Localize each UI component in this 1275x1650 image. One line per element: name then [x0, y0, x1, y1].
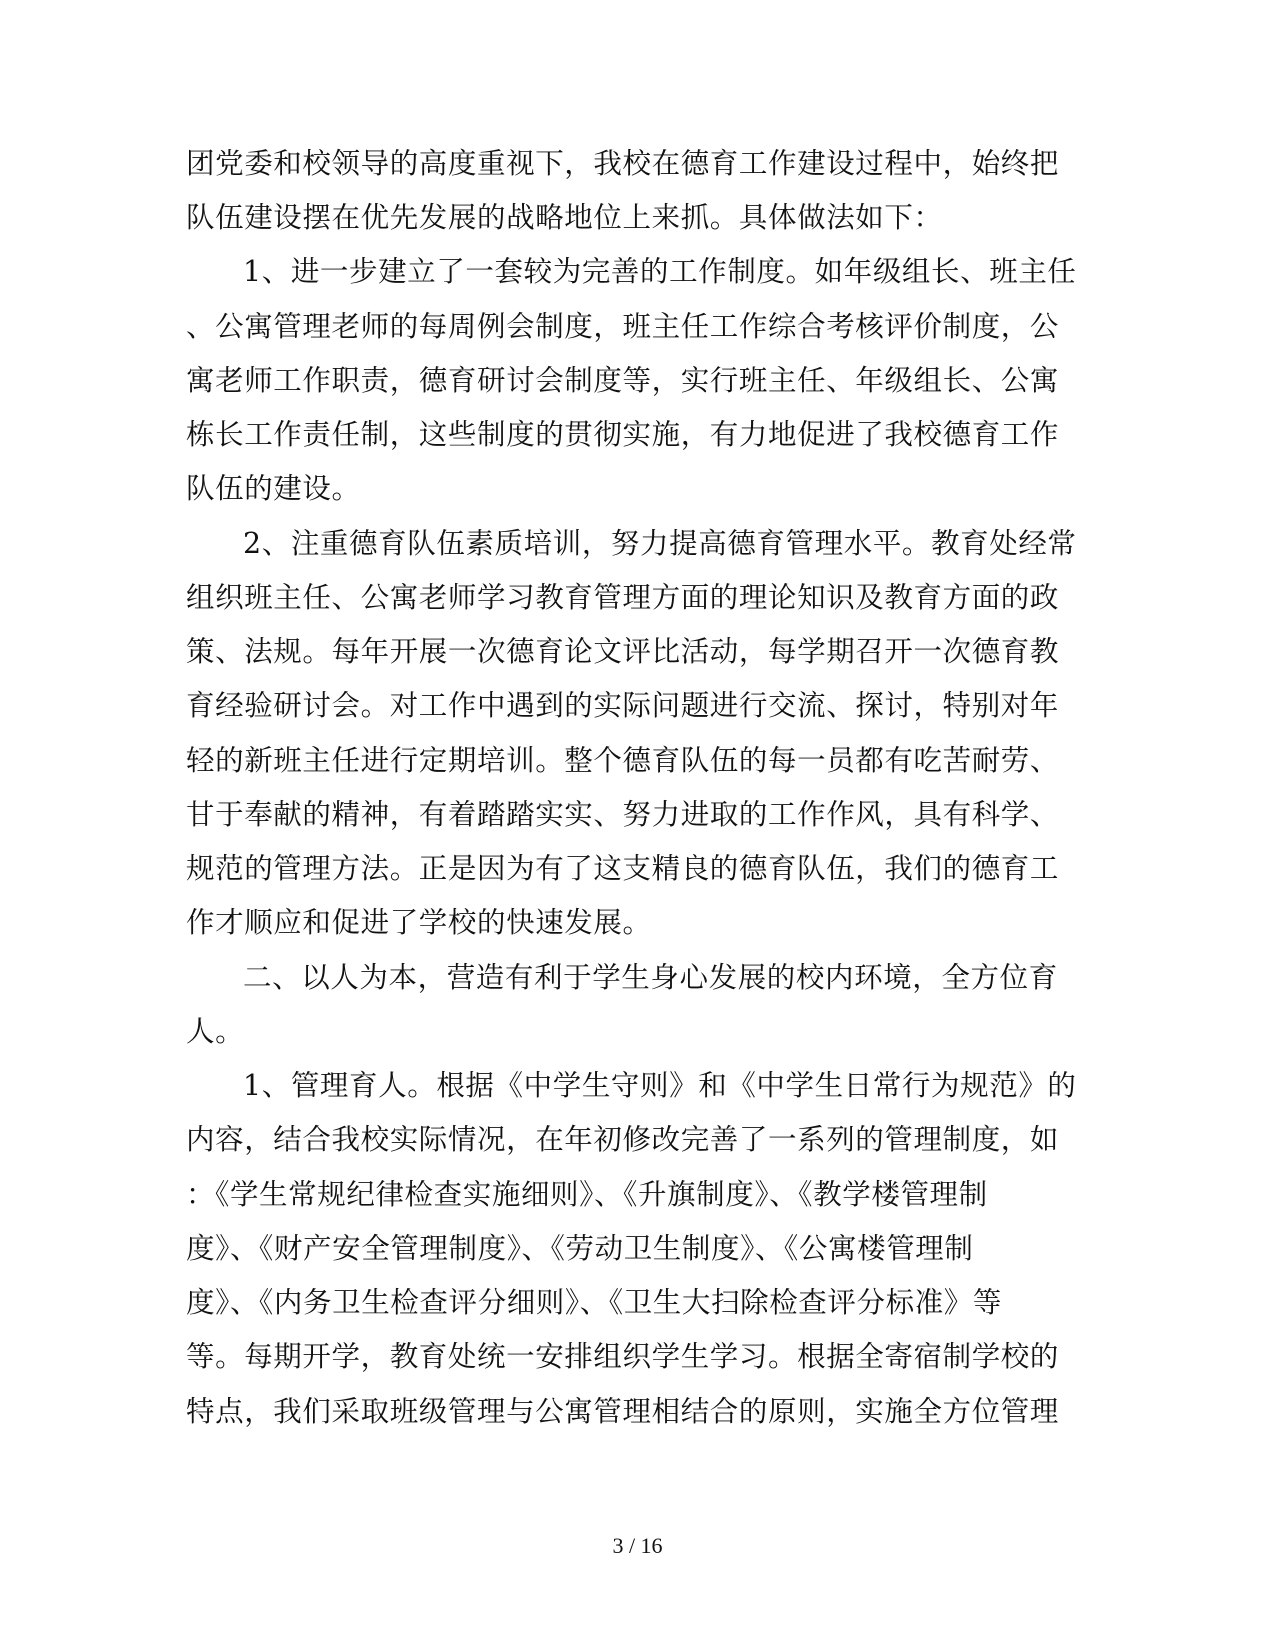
text-line: 等。每期开学，教育处统一安排组织学生学习。根据全寄宿制学校的 — [186, 1340, 1060, 1373]
text-line: 1、进一步建立了一套较为完善的工作制度。如年级组长、班主任 — [243, 255, 1077, 288]
text-line: 团党委和校领导的高度重视下，我校在德育工作建设过程中，始终把 — [186, 147, 1060, 180]
text-line: 育经验研讨会。对工作中遇到的实际问题进行交流、探讨，特别对年 — [186, 689, 1060, 722]
text-line: 度》、《内务卫生检查评分细则》、《卫生大扫除检查评分标准》等 — [186, 1286, 1003, 1319]
text-line: 2、注重德育队伍素质培训，努力提高德育管理水平。教育处经常 — [243, 527, 1077, 560]
text-line: 规范的管理方法。正是因为有了这支精良的德育队伍，我们的德育工 — [186, 852, 1060, 885]
text-line: 寓老师工作职责，德育研讨会制度等，实行班主任、年级组长、公寓 — [186, 364, 1060, 397]
text-line: 、公寓管理老师的每周例会制度，班主任工作综合考核评价制度，公 — [186, 310, 1060, 343]
text-line: 组织班主任、公寓老师学习教育管理方面的理论知识及教育方面的政 — [186, 581, 1060, 614]
text-line: 策、法规。每年开展一次德育论文评比活动，每学期召开一次德育教 — [186, 635, 1060, 668]
text-line: 度》、《财产安全管理制度》、《劳动卫生制度》、《公寓楼管理制 — [186, 1232, 974, 1265]
text-line: 人。 — [186, 1015, 245, 1048]
text-line: 队伍的建设。 — [186, 472, 361, 505]
text-line: 轻的新班主任进行定期培训。整个德育队伍的每一员都有吃苦耐劳、 — [186, 744, 1060, 777]
text-line: 甘于奉献的精神，有着踏踏实实、努力进取的工作作风，具有科学、 — [186, 798, 1060, 831]
text-line: ：《学生常规纪律检查实施细则》、《升旗制度》、《教学楼管理制 — [186, 1178, 988, 1211]
page-number: 3 / 16 — [612, 1533, 663, 1558]
text-line: 队伍建设摆在优先发展的战略地位上来抓。具体做法如下： — [186, 201, 943, 234]
text-line: 作才顺应和促进了学校的快速发展。 — [186, 906, 652, 939]
text-line: 二、以人为本，营造有利于学生身心发展的校内环境，全方位育 — [243, 961, 1058, 994]
text-line: 栋长工作责任制，这些制度的贯彻实施，有力地促进了我校德育工作 — [186, 418, 1060, 451]
text-line: 内容，结合我校实际情况，在年初修改完善了一系列的管理制度，如 — [186, 1123, 1060, 1156]
text-line: 1、管理育人。根据《中学生守则》和《中学生日常行为规范》的 — [243, 1069, 1077, 1102]
text-line: 特点，我们采取班级管理与公寓管理相结合的原则，实施全方位管理 — [186, 1395, 1060, 1428]
